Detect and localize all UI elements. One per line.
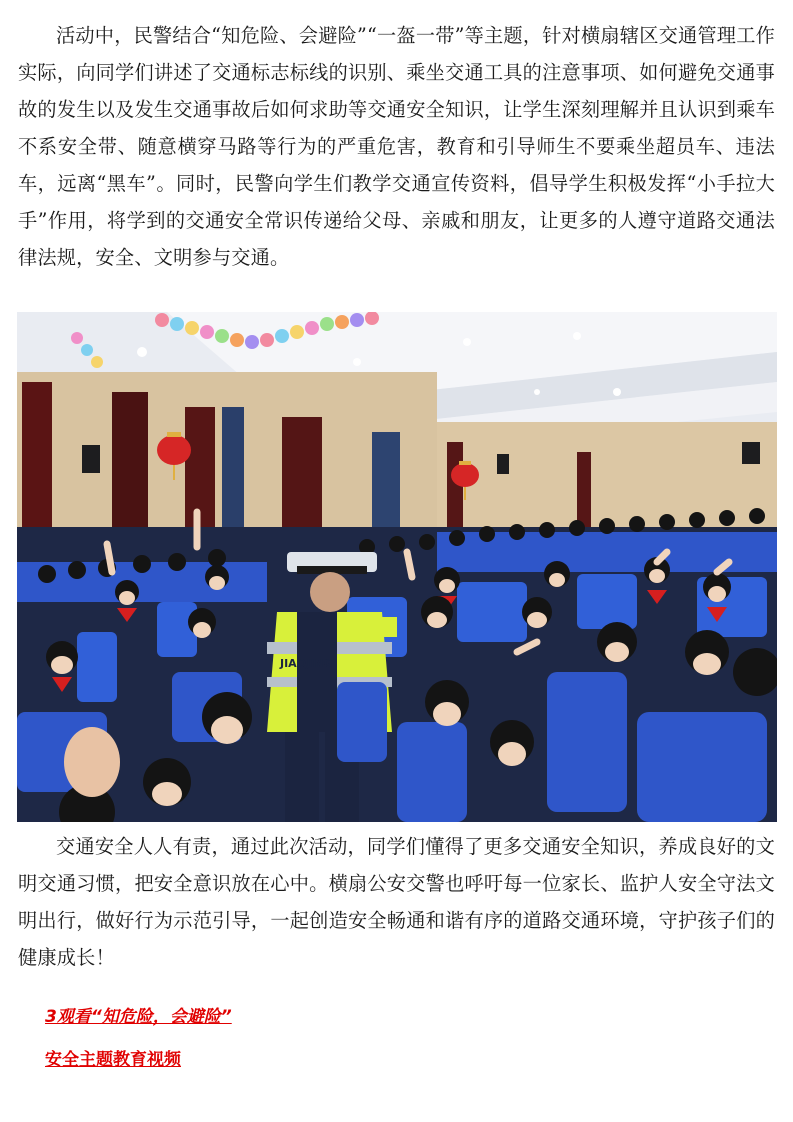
article-paragraph-2: 交通安全人人有责，通过此次活动，同学们懂得了更多交通安全知识，养成良好的文明交通习惯，把安全意识放在心中。横扇公安交警也呼吁每一位家长、监护人安全守法文明出行，做好行为示范引导，一起创造安全畅通和谐有序的道路交通环境，守护孩子们的健康成长！ [18, 835, 775, 969]
video-link-line-2[interactable]: 安全主题教育视频 [45, 1050, 181, 1070]
auditorium-photo [17, 312, 777, 822]
vest-text: JIAOJING [280, 657, 333, 670]
article-paragraph-1: 活动中，民警结合“知危险、会避险”“一盔一带”等主题，针对横扇辖区交通管理工作实际，向同学们讲述了交通标志标线的识别、乘坐交通工具的注意事项、如何避免交通事故的发生以及发生交通事故后如何求助等交通安全知识，让学生深刻理解并且认识到乘车不系安全带、随意横穿马路等行为的严重危害，教育和引导师生不要乘坐超员车、违法车，远离“黑车”。同时，民警向学生们教学交通宣传资料，倡导学生积极发挥“小手拉大手”作用，将学到的交通安全常识传递给父母、亲戚和朋友，让更多的人遵守道路交通法律法规，安全、文明参与交通。 [18, 24, 775, 269]
video-link-line-1[interactable]: 3观看“知危险，会避险” [45, 1007, 232, 1027]
